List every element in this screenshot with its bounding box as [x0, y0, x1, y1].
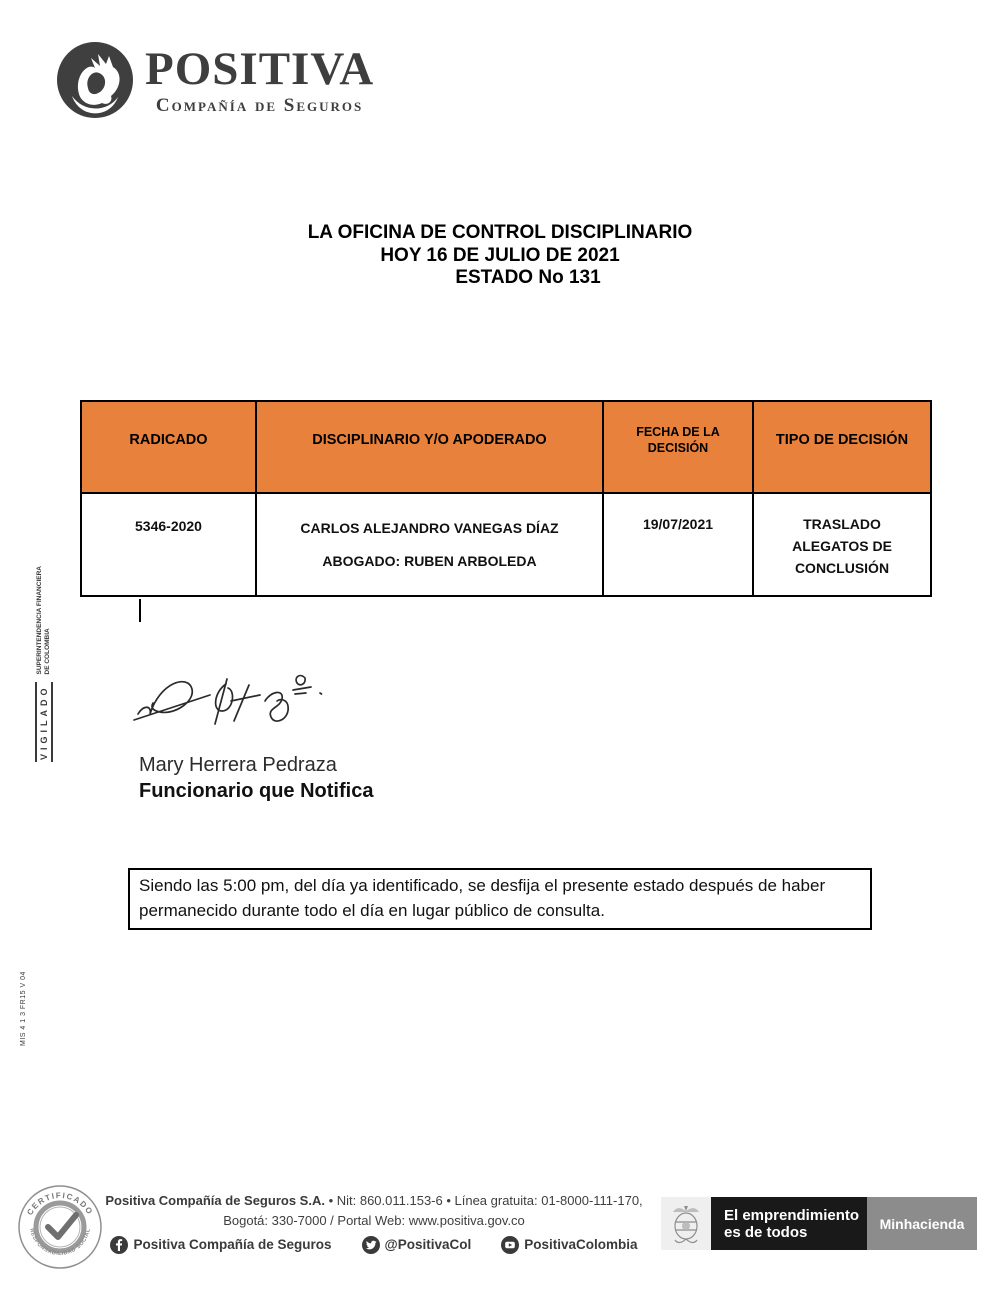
header-tipo: TIPO DE DECISIÓN — [753, 401, 931, 493]
logo-subtitle: Compañía de Seguros — [155, 95, 364, 116]
handwritten-signature — [130, 662, 330, 744]
twitter-icon — [362, 1236, 380, 1254]
vigilado-sidebar — [24, 566, 64, 762]
header-fecha: FECHA DE LA DECISIÓN — [603, 401, 753, 493]
notice-box: Siendo las 5:00 pm, del día ya identificado, se desfija el presente estado después de haber permanecido durante todo el día en lugar público de consulta. — [128, 868, 872, 930]
gov-slogan-line2: es de todos — [724, 1223, 808, 1241]
document-title — [150, 222, 850, 290]
minhacienda-label: Minhacienda — [867, 1197, 977, 1250]
facebook-handle — [110, 1235, 331, 1255]
footer-line2: Bogotá: 330-7000 / Portal Web: www.positiva.gov.co — [223, 1213, 525, 1228]
cell-disciplinario — [256, 493, 603, 596]
text-caret-mark — [139, 599, 141, 622]
header-disciplinario: DISCIPLINARIO Y/O APODERADO — [256, 401, 603, 493]
cell-tipo: TRASLADO ALEGATOS DE CONCLUSIÓN — [753, 493, 931, 596]
coat-of-arms-icon — [667, 1202, 705, 1246]
footer-company-name: Positiva Compañía de Seguros S.A. — [105, 1193, 325, 1208]
title-line-2: HOY 16 DE JULIO DE 2021 — [380, 244, 620, 266]
footer-line1 — [100, 1191, 648, 1211]
gov-slogan-line1: El emprendimiento — [724, 1206, 860, 1224]
positiva-logo — [55, 40, 374, 120]
youtube-handle — [501, 1235, 637, 1255]
title-line-3: ESTADO No 131 — [455, 267, 601, 288]
superintendencia-label — [36, 566, 52, 674]
social-media-row — [100, 1235, 648, 1255]
youtube-icon — [501, 1236, 519, 1254]
superintendencia-line1: SUPERINTENDENCIA FINANCIERA — [36, 566, 43, 675]
gov-slogan — [711, 1197, 867, 1250]
government-logos — [661, 1197, 977, 1250]
positiva-logo-icon — [55, 40, 135, 120]
signer-name: Mary Herrera Pedraza — [139, 754, 337, 776]
logo-text — [145, 40, 374, 117]
cell-fecha: 19/07/2021 — [603, 493, 753, 596]
title-line-1: LA OFICINA DE CONTROL DISCIPLINARIO — [307, 222, 693, 243]
table-header-row — [81, 401, 931, 493]
certification-seal — [16, 1183, 104, 1271]
vigilado-label: VIGILADO — [35, 682, 53, 762]
cell-radicado: 5346-2020 — [81, 493, 256, 596]
logo-name: POSITIVA — [145, 43, 375, 95]
header-radicado: RADICADO — [81, 401, 256, 493]
disciplinario-abogado: ABOGADO: RUBEN ARBOLEDA — [322, 553, 537, 569]
youtube-label: PositivaColombia — [524, 1237, 638, 1252]
superintendencia-line2: DE COLOMBIA — [44, 628, 51, 675]
seal-top-text: CERTIFICADO — [25, 1190, 95, 1217]
twitter-label: @PositivaCol — [384, 1237, 472, 1252]
footer-line1-rest: • Nit: 860.011.153-6 • Línea gratuita: 01-8000-111-170, — [324, 1193, 643, 1208]
colombia-coat-of-arms — [661, 1197, 711, 1250]
decisions-table — [80, 400, 932, 597]
disciplinario-name: CARLOS ALEJANDRO VANEGAS DÍAZ — [300, 520, 559, 536]
table-row — [81, 493, 931, 596]
seal-bottom-text: RESPONSABILIDAD SOCIAL — [28, 1227, 92, 1258]
facebook-label: Positiva Compañía de Seguros — [133, 1237, 332, 1252]
document-code: MIS 4 1 3 FR15 V 04 — [20, 971, 27, 1046]
facebook-icon — [110, 1236, 128, 1254]
twitter-handle — [362, 1235, 472, 1255]
signer-role: Funcionario que Notifica — [139, 780, 374, 802]
footer-company-info — [100, 1191, 648, 1255]
